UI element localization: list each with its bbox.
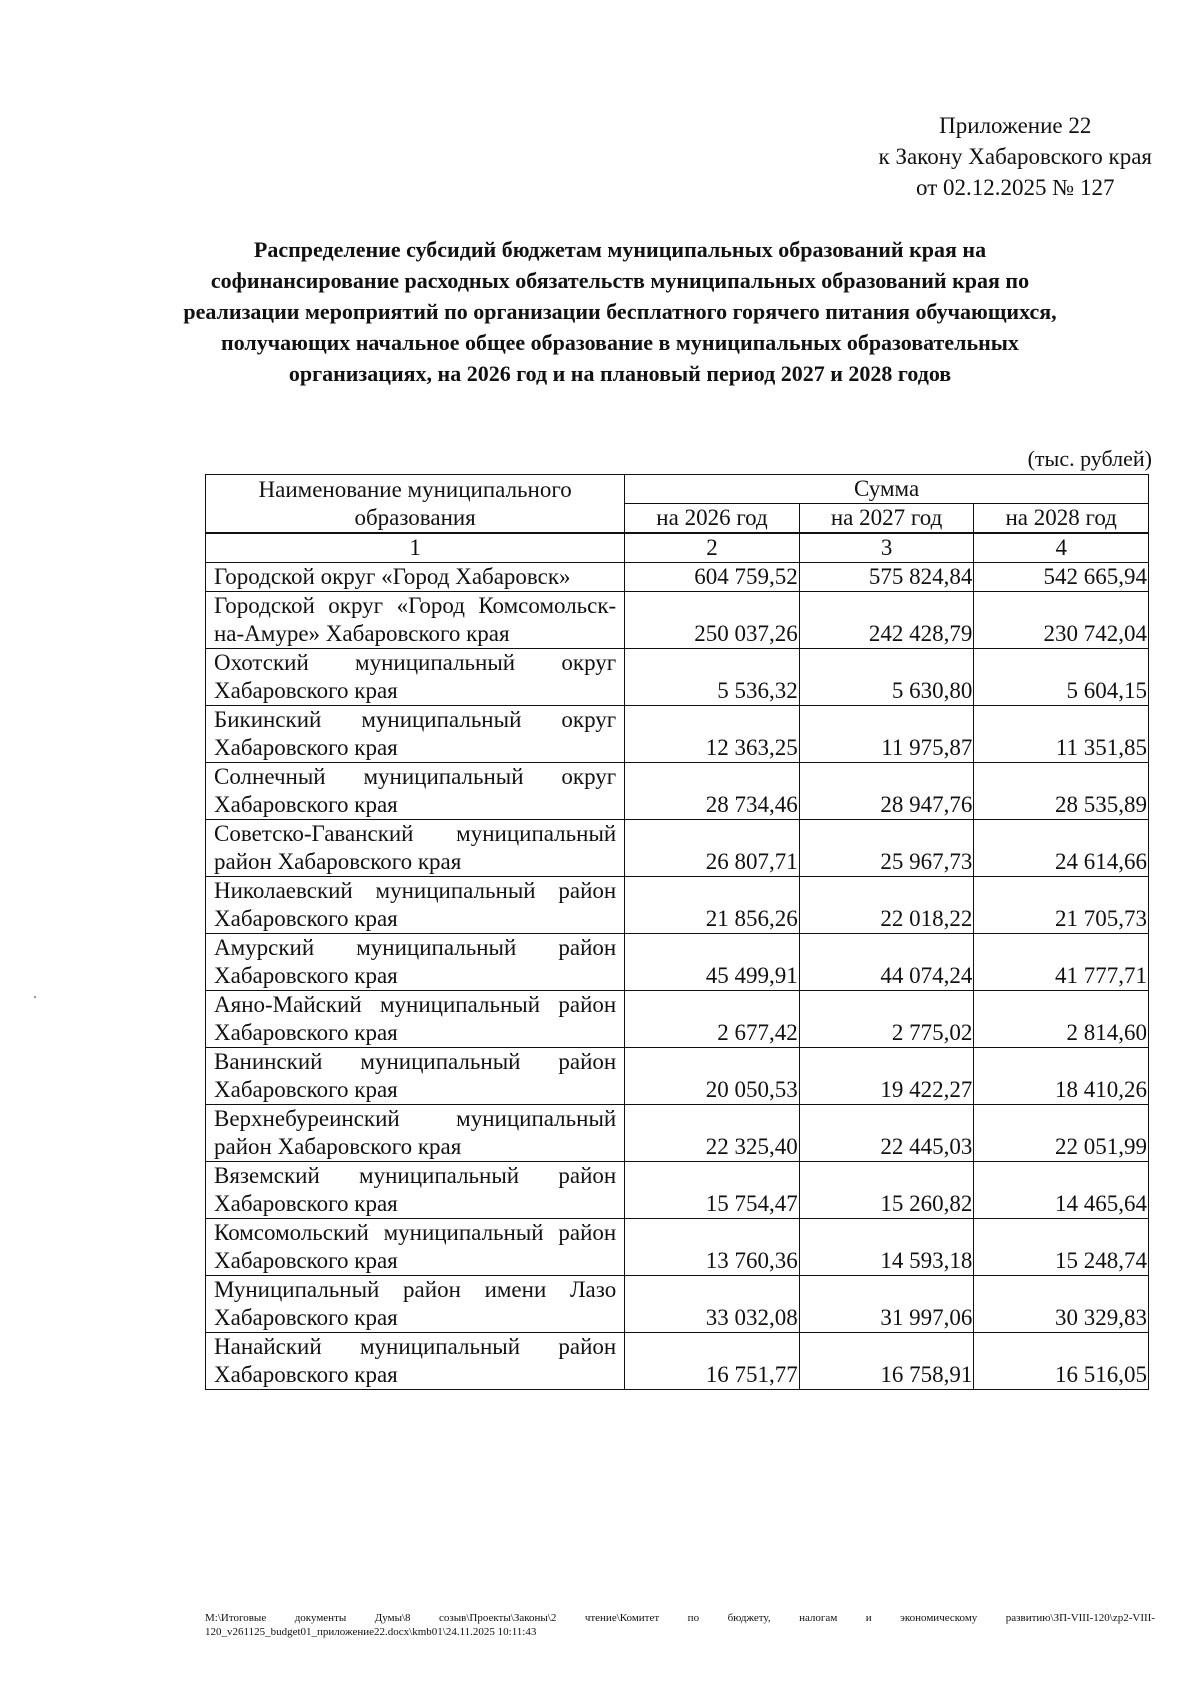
- municipality-name: Охотский муниципальный округ Хабаровского края: [206, 649, 625, 706]
- municipality-name: Николаевский муниципальный район Хабаровского края: [206, 877, 625, 934]
- value-2028: 230 742,04: [974, 592, 1149, 649]
- value-2027: 5 630,80: [799, 649, 974, 706]
- value-2026: 28 734,46: [625, 763, 800, 820]
- column-number: 3: [799, 533, 974, 563]
- appendix-law-ref: к Закону Хабаровского края: [878, 144, 1152, 169]
- value-2027: 242 428,79: [799, 592, 974, 649]
- value-2026: 2 677,42: [625, 991, 800, 1048]
- value-2027: 44 074,24: [799, 934, 974, 991]
- table-row: [206, 877, 1149, 934]
- value-2026: 26 807,71: [625, 820, 800, 877]
- municipality-name: Вяземский муниципальный район Хабаровского края: [206, 1162, 625, 1219]
- header-year-2028: на 2028 год: [974, 504, 1149, 534]
- municipality-name: Ванинский муниципальный район Хабаровского края: [206, 1048, 625, 1105]
- municipality-name: Нанайский муниципальный район Хабаровского края: [206, 1333, 625, 1390]
- value-2026: 22 325,40: [625, 1105, 800, 1162]
- value-2027: 22 018,22: [799, 877, 974, 934]
- table-row: [206, 1276, 1149, 1333]
- value-2027: 25 967,73: [799, 820, 974, 877]
- value-2028: 21 705,73: [974, 877, 1149, 934]
- appendix-number: Приложение 22: [939, 113, 1092, 138]
- table-row: [206, 1219, 1149, 1276]
- value-2027: 28 947,76: [799, 763, 974, 820]
- value-2028: 5 604,15: [974, 649, 1149, 706]
- municipality-name: Амурский муниципальный район Хабаровского края: [206, 934, 625, 991]
- value-2026: 45 499,91: [625, 934, 800, 991]
- value-2027: 19 422,27: [799, 1048, 974, 1105]
- table-row: [206, 563, 1149, 592]
- value-2027: 22 445,03: [799, 1105, 974, 1162]
- value-2028: 14 465,64: [974, 1162, 1149, 1219]
- header-municipality: Наименование муниципального образования: [206, 475, 625, 534]
- value-2026: 12 363,25: [625, 706, 800, 763]
- column-number-row: [206, 533, 1149, 563]
- value-2028: 41 777,71: [974, 934, 1149, 991]
- value-2028: 22 051,99: [974, 1105, 1149, 1162]
- value-2028: 16 516,05: [974, 1333, 1149, 1390]
- value-2026: 21 856,26: [625, 877, 800, 934]
- value-2026: 604 759,52: [625, 563, 800, 592]
- value-2027: 16 758,91: [799, 1333, 974, 1390]
- appendix-date: от 02.12.2025 № 127: [916, 175, 1115, 200]
- scan-mark: [34, 996, 36, 998]
- value-2026: 16 751,77: [625, 1333, 800, 1390]
- value-2027: 15 260,82: [799, 1162, 974, 1219]
- column-number: 2: [625, 533, 800, 563]
- appendix-header: [879, 110, 1152, 203]
- table-row: [206, 1105, 1149, 1162]
- municipality-name: Советско-Гаванский муниципальный район Хабаровского края: [206, 820, 625, 877]
- table-row: [206, 592, 1149, 649]
- municipality-name: Бикинский муниципальный округ Хабаровского края: [206, 706, 625, 763]
- value-2027: 31 997,06: [799, 1276, 974, 1333]
- value-2028: 30 329,83: [974, 1276, 1149, 1333]
- municipality-name: Муниципальный район имени Лазо Хабаровского края: [206, 1276, 625, 1333]
- municipality-name: Комсомольский муниципальный район Хабаровского края: [206, 1219, 625, 1276]
- municipality-name: Городской округ «Город Комсомольск-на-Амуре» Хабаровского края: [206, 592, 625, 649]
- table-row: [206, 706, 1149, 763]
- table-row: [206, 991, 1149, 1048]
- value-2027: 11 975,87: [799, 706, 974, 763]
- value-2026: 5 536,32: [625, 649, 800, 706]
- value-2027: 575 824,84: [799, 563, 974, 592]
- table-row: [206, 1333, 1149, 1390]
- municipality-name: Солнечный муниципальный округ Хабаровского края: [206, 763, 625, 820]
- table-row: [206, 1162, 1149, 1219]
- table-row: [206, 1048, 1149, 1105]
- table-row: [206, 820, 1149, 877]
- municipality-name: Верхнебуреинский муниципальный район Хабаровского края: [206, 1105, 625, 1162]
- header-sum: Сумма: [625, 475, 1149, 504]
- header-year-2027: на 2027 год: [799, 504, 974, 534]
- value-2026: 250 037,26: [625, 592, 800, 649]
- municipality-name: Городской округ «Город Хабаровск»: [206, 563, 625, 592]
- value-2026: 13 760,36: [625, 1219, 800, 1276]
- municipality-name: Аяно-Майский муниципальный район Хабаровского края: [206, 991, 625, 1048]
- value-2028: 24 614,66: [974, 820, 1149, 877]
- table-body: [206, 533, 1149, 1390]
- value-2028: 542 665,94: [974, 563, 1149, 592]
- table-header-row: [206, 475, 1149, 504]
- document-title: Распределение субсидий бюджетам муниципальных образований края на софинансирование расходных обязательств муниципальных образований края по реализации мероприятий по организации бесплатного горячего питания обучающихся, получающих начальное общее образование в муниципальных образовательных организациях, на 2026 год и на плановый период 2027 и 2028 годов: [183, 237, 1057, 386]
- table-row: [206, 649, 1149, 706]
- file-path-footer: M:\Итоговые документы Думы\8 созыв\Проекты\Законы\2 чтение\Комитет по бюджету, налогам и экономическому развитию\ЗП-VIII-120\zp2-VIII-120_v261125_budget01_приложение22.docx\kmb01\24.11.2025 10:11:43: [205, 1612, 1155, 1638]
- value-2026: 33 032,08: [625, 1276, 800, 1333]
- header-year-2026: на 2026 год: [625, 504, 800, 534]
- value-2028: 15 248,74: [974, 1219, 1149, 1276]
- value-2027: 14 593,18: [799, 1219, 974, 1276]
- value-2026: 20 050,53: [625, 1048, 800, 1105]
- column-number: 1: [206, 533, 625, 563]
- value-2028: 11 351,85: [974, 706, 1149, 763]
- table-row: [206, 934, 1149, 991]
- subsidy-table: [205, 474, 1149, 1390]
- value-2027: 2 775,02: [799, 991, 974, 1048]
- units-label: (тыс. рублей): [1027, 446, 1152, 471]
- value-2028: 18 410,26: [974, 1048, 1149, 1105]
- column-number: 4: [974, 533, 1149, 563]
- value-2028: 28 535,89: [974, 763, 1149, 820]
- value-2026: 15 754,47: [625, 1162, 800, 1219]
- value-2028: 2 814,60: [974, 991, 1149, 1048]
- table-row: [206, 763, 1149, 820]
